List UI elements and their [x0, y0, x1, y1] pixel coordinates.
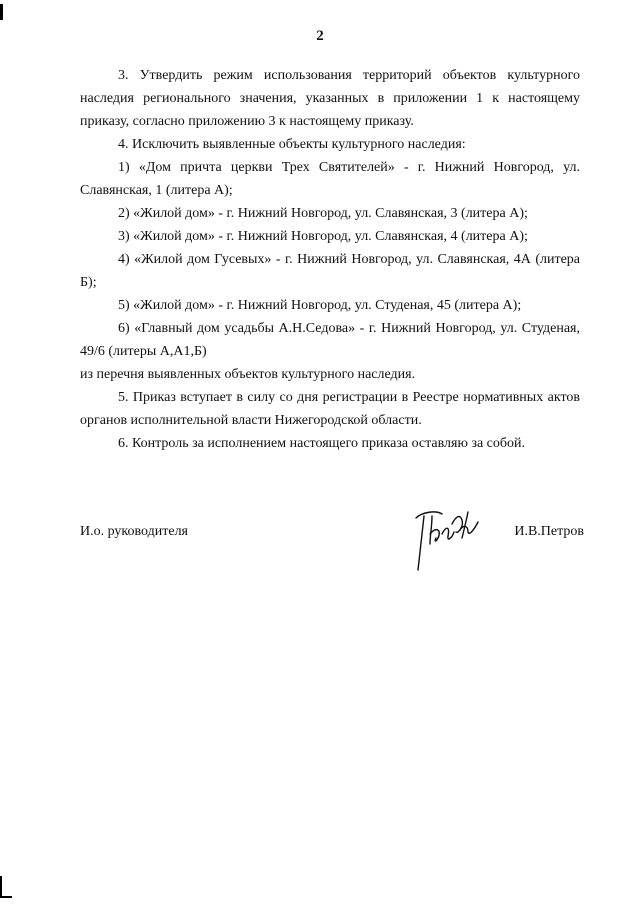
- list-item-5: 5) «Жилой дом» - г. Нижний Новгород, ул. Студеная, 45 (литера А);: [118, 298, 522, 313]
- list-item-6: 6) «Главный дом усадьбы А.Н.Седова» - г. Нижний Новгород, ул. Студеная, 49/6 (литеры А,А1,Б): [80, 321, 580, 359]
- paragraph-item-3: 3. Утвердить режим использования территорий объектов культурного наследия регионального значения, указанных в приложении 1 к настоящему приказу, согласно приложению 3 к настоящему приказу.: [80, 68, 580, 129]
- list-item-3: 3) «Жилой дом» - г. Нижний Новгород, ул. Славянская, 4 (литера А);: [118, 229, 528, 244]
- list-item-1: 1) «Дом причта церкви Трех Святителей» - г. Нижний Новгород, ул. Славянская, 1 (литера А);: [80, 160, 580, 198]
- page-number: 2: [316, 28, 324, 44]
- paragraph-item-4: 4. Исключить выявленные объекты культурного наследия:: [118, 137, 466, 152]
- list-item-2: 2) «Жилой дом» - г. Нижний Новгород, ул. Славянская, 3 (литера А);: [118, 206, 528, 221]
- scan-edge-mark-bottom: [0, 876, 2, 898]
- signatory-position: И.о. руководителя: [80, 524, 189, 539]
- scan-edge-mark-bottom-foot: [0, 896, 12, 898]
- handwritten-signature: [406, 504, 486, 574]
- paragraph-item-5: 5. Приказ вступает в силу со дня регистрации в Реестре нормативных актов органов исполнительной власти Нижегородской области.: [80, 390, 580, 428]
- signatory-name: И.В.Петров: [514, 524, 584, 539]
- paragraph-item-6: 6. Контроль за исполнением настоящего приказа оставляю за собой.: [118, 436, 526, 451]
- list-item-4: 4) «Жилой дом Гусевых» - г. Нижний Новгород, ул. Славянская, 4А (литера Б);: [80, 252, 580, 290]
- list-closing-line: из перечня выявленных объектов культурного наследия.: [80, 367, 416, 382]
- signature-block: [80, 512, 584, 582]
- scan-edge-mark-top: [0, 4, 3, 20]
- document-body: [80, 64, 580, 455]
